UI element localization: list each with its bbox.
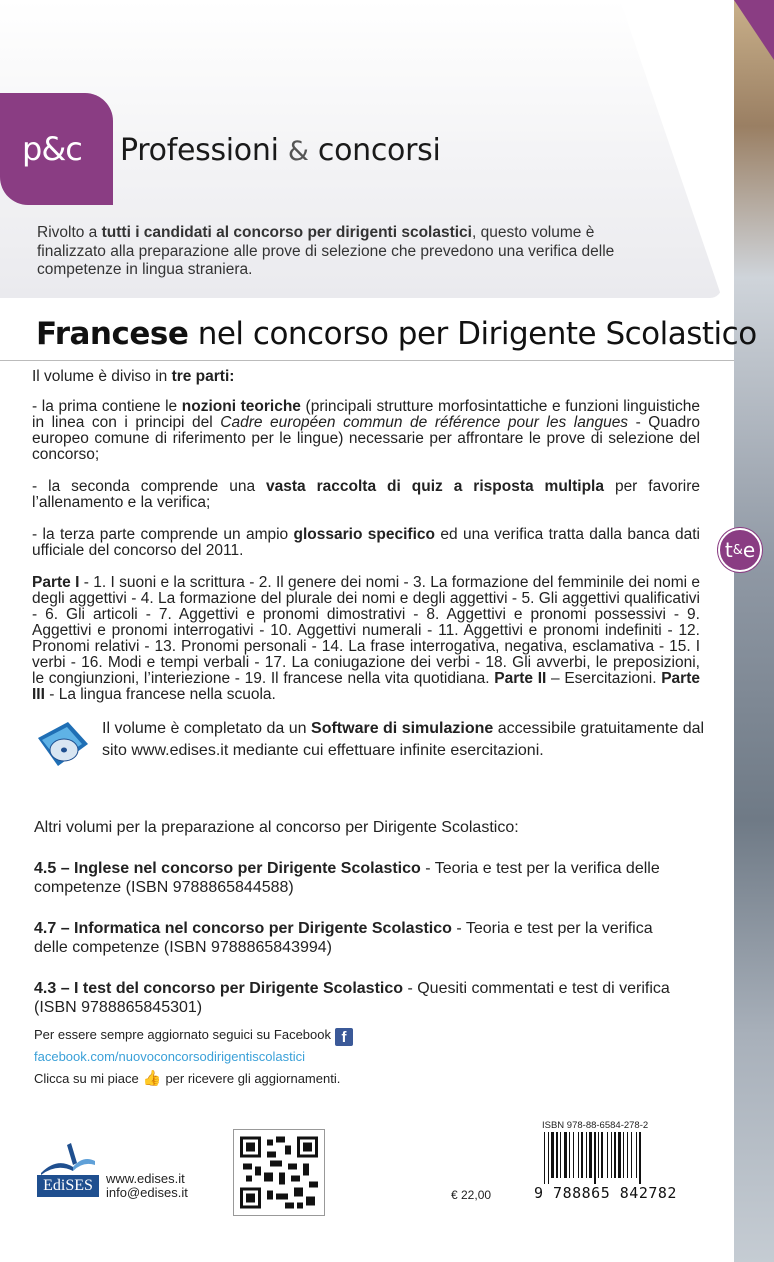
barcode-bar xyxy=(618,1132,621,1178)
book-title: Francese nel concorso per Dirigente Scolastico xyxy=(36,316,757,352)
related-item: 4.5 – Inglese nel concorso per Dirigente Scolastico - Teoria e test per la verifica delle competenze (ISBN 9788865844588) xyxy=(34,860,660,896)
price: € 22,00 xyxy=(451,1188,492,1202)
barcode-bar xyxy=(594,1132,596,1184)
te-logo-badge: t & e xyxy=(718,528,762,572)
barcode-bar xyxy=(623,1132,624,1178)
publisher-contacts xyxy=(106,1172,188,1200)
barcode-bar xyxy=(560,1132,561,1178)
related-lead: Altri volumi per la preparazione al concorso per Dirigente Scolastico: xyxy=(34,819,519,836)
barcode-bar xyxy=(569,1132,570,1178)
barcode-bar xyxy=(548,1132,549,1184)
corner-accent xyxy=(734,0,774,60)
qr-code xyxy=(233,1129,325,1216)
related-item: 4.3 – I test del concorso per Dirigente Scolastico - Quesiti commentati e test di verifica (ISBN 9788865845301) xyxy=(34,980,670,1016)
barcode-bars xyxy=(540,1132,664,1184)
barcode-bar xyxy=(639,1132,641,1184)
barcode-bar xyxy=(564,1132,567,1178)
edises-logo: EdiSES xyxy=(37,1175,99,1197)
intro-text: Rivolto a tutti i candidati al concorso per dirigenti scolastici, questo volume è finalizzato alla preparazione alle prove di selezione che prevedono una verifica delle competenze in lingua straniera. xyxy=(37,224,615,278)
publisher-website[interactable]: www.edises.it xyxy=(106,1171,185,1186)
series-title: Professioni & concorsi xyxy=(120,133,441,168)
barcode-bar xyxy=(578,1132,579,1178)
barcode-bar xyxy=(607,1132,608,1178)
barcode-bar xyxy=(601,1132,603,1178)
publisher-email[interactable]: info@edises.it xyxy=(106,1185,188,1200)
series-badge: p&c xyxy=(0,93,113,205)
software-disc-icon xyxy=(34,720,90,770)
barcode-bar xyxy=(589,1132,592,1178)
facebook-link[interactable]: facebook.com/nuovoconcorsodirigentiscolastici xyxy=(34,1049,305,1064)
barcode-number: 9 788865 842782 xyxy=(534,1184,677,1202)
barcode-bar xyxy=(556,1132,558,1178)
barcode-bar xyxy=(627,1132,628,1178)
barcode-bar xyxy=(631,1132,632,1178)
related-volumes xyxy=(34,818,674,1039)
barcode-bar xyxy=(614,1132,616,1178)
table-of-contents: Parte I - 1. I suoni e la scrittura - 2. Il genere dei nomi - 3. La formazione del femminile dei nomi e degli aggettivi - 4. La formazione del plurale dei nomi e degli aggettivi - 5. Gli aggettivi qualificativi - 6. Gli articoli - 7. Aggettivi e pronomi dimostrativi - 8. Aggettivi e pronomi possessivi - 9. Aggettivi e pronomi interrogativi - 10. Aggettivi numerali - 11. Aggettivi e pronomi indefiniti - 12. Pronomi relativi - 13. Pronomi personali - 14. La frase interrogativa, negativa, esclamativa - 15. I verbi - 16. Modi e tempi verbali - 17. La coniugazione dei verbi - 18. Gli avverbi, le preposizioni, le congiunzioni, l’interiezione - 19. Il francese nella vita quotidiana. Parte II – Esercitazioni. Parte III - La lingua francese nella scuola. xyxy=(32,574,700,703)
qr-pattern xyxy=(240,1136,318,1209)
barcode-bar xyxy=(611,1132,612,1178)
isbn-barcode xyxy=(534,1120,677,1202)
facebook-block: Per essere sempre aggiornato seguici su Facebook f facebook.com/nuovoconcorsodirigentiscolastici Clicca su mi piace 👍 per ricevere gli aggiornamenti. xyxy=(34,1024,534,1090)
barcode-bar xyxy=(581,1132,583,1178)
isbn-label: ISBN 978-88-6584-278-2 xyxy=(542,1120,649,1131)
barcode-bar xyxy=(573,1132,574,1178)
part-two-desc: - la seconda comprende una vasta raccolta di quiz a risposta multipla per favorire l’allenamento e la verifica; xyxy=(32,478,700,511)
barcode-bar xyxy=(636,1132,637,1178)
thumbs-up-icon: 👍 xyxy=(142,1070,162,1087)
barcode-bar xyxy=(551,1132,554,1178)
barcode-bar xyxy=(598,1132,599,1178)
part-three-desc: - la terza parte comprende un ampio glossario specifico ed una verifica tratta dalla banca dati ufficiale del concorso del 2011. xyxy=(32,526,700,559)
facebook-icon[interactable]: f xyxy=(335,1028,353,1046)
parts-intro: Il volume è diviso in tre parti: xyxy=(32,368,235,385)
book-description xyxy=(32,369,700,719)
related-item: 4.7 – Informatica nel concorso per Dirigente Scolastico - Teoria e test per la verifica delle competenze (ISBN 9788865843994) xyxy=(34,920,653,956)
barcode-bar xyxy=(586,1132,587,1178)
edises-book-logo-icon xyxy=(37,1137,99,1177)
part-one-desc: - la prima contiene le nozioni teoriche (principali strutture morfosintattiche e funzioni linguistiche in linea con i principi del Cadre européen commun de référence pour les langues - Quadro europeo comune di riferimento per le lingue) necessarie per affrontare le prove di selezione del concorso; xyxy=(32,398,701,463)
software-note: Il volume è completato da un Software di simulazione accessibile gratuitamente dal sito www.edises.it mediante cui effettuare infinite esercitazioni. xyxy=(34,716,714,776)
title-divider xyxy=(0,360,734,361)
barcode-bar xyxy=(544,1132,545,1184)
cover-photo-strip xyxy=(734,0,774,1262)
